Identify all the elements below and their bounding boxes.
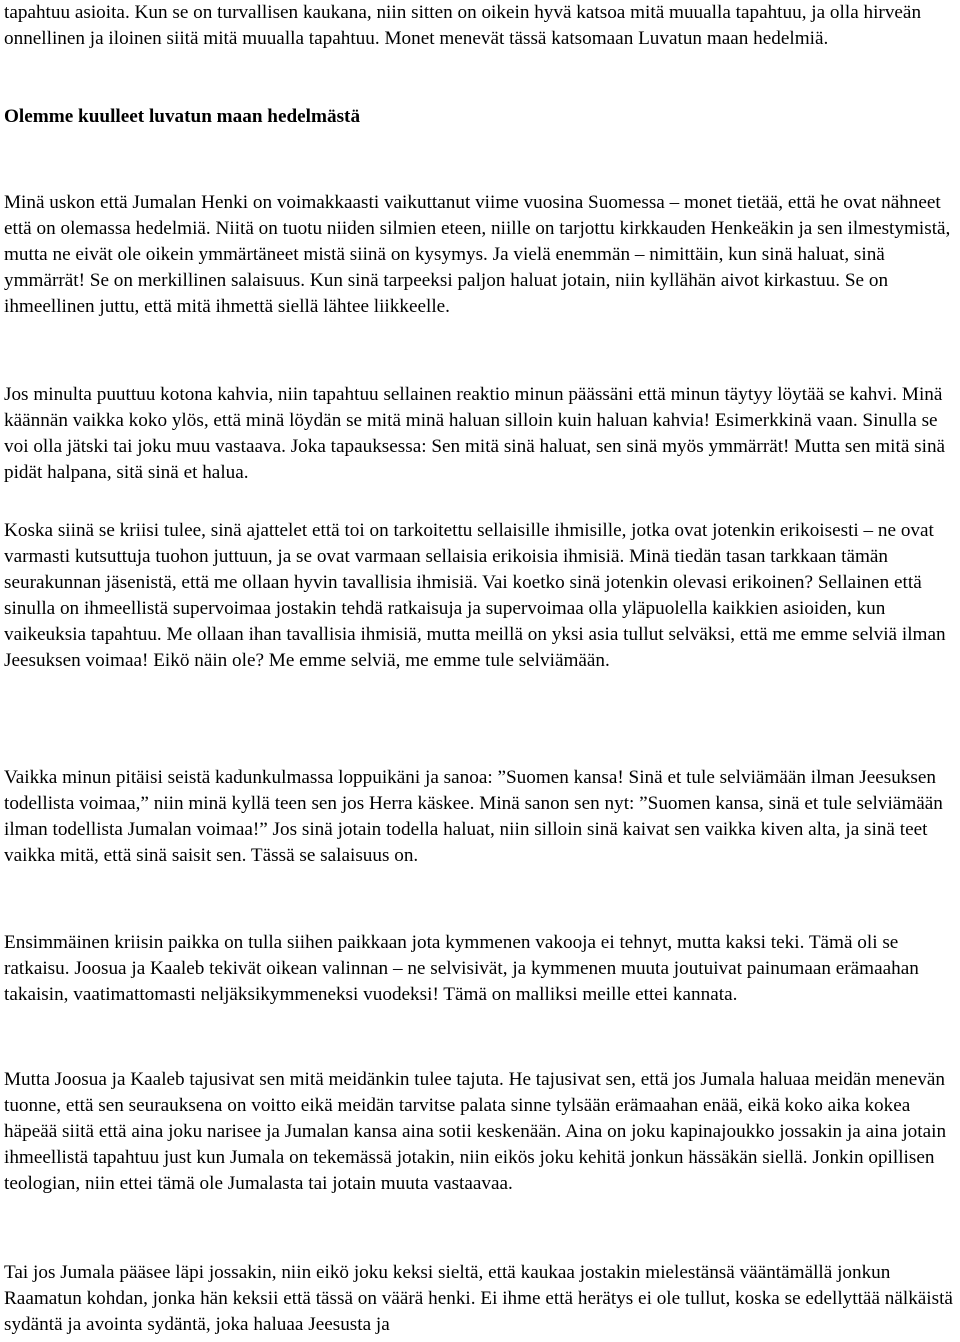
- section-heading: Olemme kuulleet luvatun maan hedelmästä: [4, 106, 361, 127]
- paragraph-7: Tai jos Jumala pääsee läpi jossakin, niin eikö joku keksi sieltä, että kaukaa jostakin mielestänsä vääntämällä jonkun Raamatun kohdan, jonka hän keksii että tässä on väärä henki. Ei ihme että herätys ei ole tullut, koska se edellyttää nälkäistä sydäntä ja avointa sydäntä, joka haluaa Jeesusta ja: [4, 1262, 953, 1335]
- paragraph-4: Vaikka minun pitäisi seistä kadunkulmassa loppuikäni ja sanoa: ”Suomen kansa! Sinä et tule selviämään ilman Jeesuksen todellista voimaa,” niin minä kyllä teen sen jos Herra käskee. Minä sanon sen nyt: ”Suomen kansa, sinä et tule selviämään ilman todellista Jumalan voimaa!” Jos sinä jotain todella haluat, niin silloin sinä kaivat sen vaikka kiven alta, ja sinä teet vaikka mitä, että sinä saisit sen. Tässä se salaisuus on.: [4, 767, 943, 866]
- paragraph-1: Minä uskon että Jumalan Henki on voimakkaasti vaikuttanut viime vuosina Suomessa – monet tietää, että he ovat nähneet että on olemassa hedelmiä. Niitä on tuotu niiden silmien eteen, niille on tarjottu kirkkauden Henkeäkin ja sen ilmestymistä, mutta ne eivät ole oikein ymmärtäneet mistä siinä on kysymys. Ja vielä enemmän – nimittäin, kun sinä haluat, sinä ymmärrät! Se on merkillinen salaisuus. Kun sinä tarpeeksi paljon haluat jotain, niin kyllähän aivot kirkastuu. Se on ihmeellinen juttu, että mitä ihmettä siellä lähtee liikkeelle.: [4, 192, 951, 317]
- paragraph-3: Koska siinä se kriisi tulee, sinä ajattelet että toi on tarkoitettu sellaisille ihmisille, jotka ovat jotenkin erikoisesti – ne ovat varmasti kutsuttuja tuohon juttuun, ja se ovat varmaan sellaisia erikoisia ihmisiä. Minä tiedän tasan tarkkaan tämän seurakunnan jäsenistä, että me ollaan hyvin tavallisia ihmisiä. Vai koetko sinä jotenkin olevasi erikoinen? Sellainen että sinulla on ihmeellistä supervoimaa jostakin tehdä ratkaisuja ja supervoimaa olla yläpuolella kaikkien asioiden, kun vaikeuksia tapahtuu. Me ollaan ihan tavallisia ihmisiä, mutta meillä on yksi asia tullut selväksi, että me emme selviä ilman Jeesuksen voimaa! Eikö näin ole? Me emme selviä, me emme tule selviämään.: [4, 520, 946, 671]
- paragraph-2: Jos minulta puuttuu kotona kahvia, niin tapahtuu sellainen reaktio minun päässäni että minun täytyy löytää se kahvi. Minä käännän vaikka koko ylös, että minä löydän se mitä minä haluan silloin kuin haluan kahvia! Esimerkkinä vaan. Sinulla se voi olla jätski tai joku muu vastaava. Joka tapauksessa: Sen mitä sinä haluat, sen sinä myös ymmärrät! Mutta sen mitä sinä pidät halpana, sitä sinä et halua.: [4, 384, 946, 483]
- paragraph-intro: tapahtuu asioita. Kun se on turvallisen kaukana, niin sitten on oikein hyvä katsoa mitä muualla tapahtuu, ja olla hirveän onnellinen ja iloinen siitä mitä muualla tapahtuu. Monet menevät tässä katsomaan Luvatun maan hedelmiä.: [4, 2, 922, 49]
- paragraph-5: Ensimmäinen kriisin paikka on tulla siihen paikkaan jota kymmenen vakooja ei tehnyt, mutta kaksi teki. Tämä oli se ratkaisu. Joosua ja Kaaleb tekivät oikean valinnan – ne selvisivät, ja kymmenen muuta joutuivat painumaan erämaahan takaisin, vaatimattomasti neljäksikymmeneksi vuodeksi! Tämä on malliksi meille ettei kannata.: [4, 932, 919, 1005]
- paragraph-6: Mutta Joosua ja Kaaleb tajusivat sen mitä meidänkin tulee tajuta. He tajusivat sen, että jos Jumala haluaa meidän menevän tuonne, että sen seurauksena on voitto eikä meidän tarvitse palata sinne tylsään erämaahan enää, eikä koko aika kokea häpeää siitä että aina joku narisee ja Jumalan kansa aina sotii keskenään. Aina on joku kapinajoukko jossakin ja aina jotain ihmeellistä tapahtuu just kun Jumala on tekemässä jotakin, niin eikös joku kehitä jonkun hässäkän siellä. Jonkin opillisen teologian, niin ettei tämä ole Jumalasta tai jotain muuta vastaavaa.: [4, 1069, 947, 1194]
